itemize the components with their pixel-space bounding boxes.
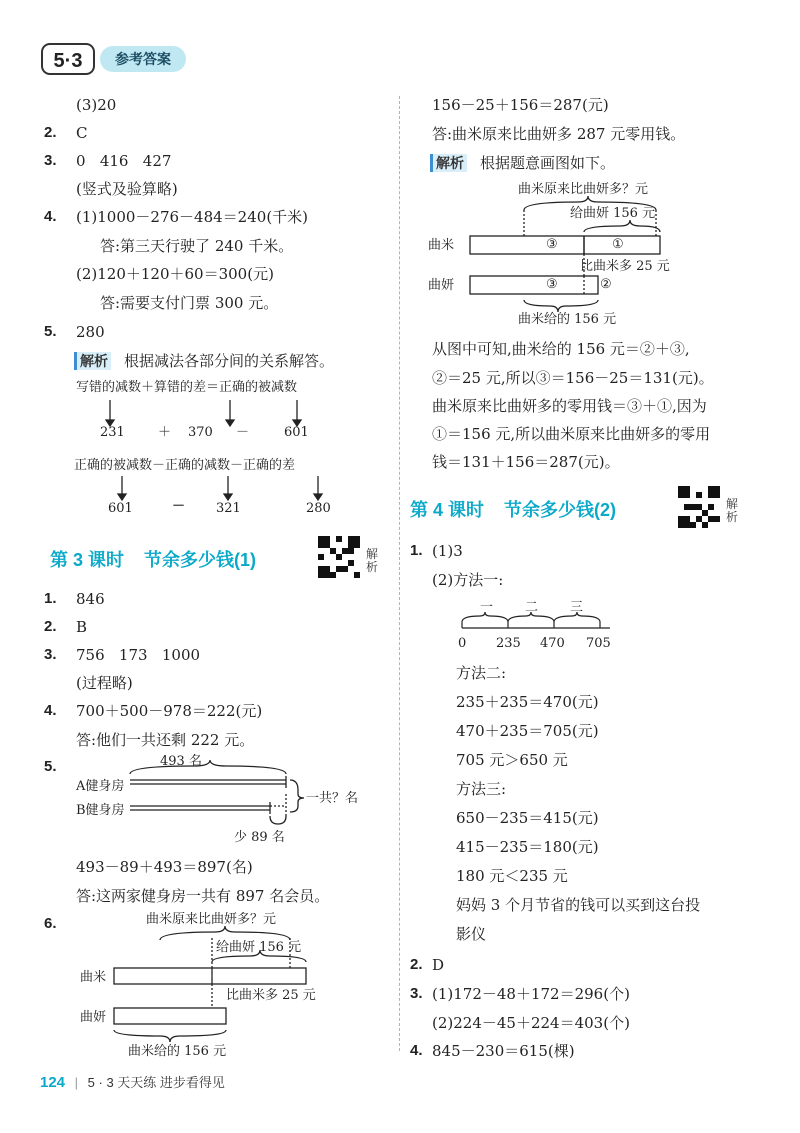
qr-code-icon[interactable] bbox=[678, 486, 720, 528]
analysis-text: 从图中可知,曲米给的 156 元＝②＋③, bbox=[432, 340, 690, 358]
qr-code-icon[interactable] bbox=[318, 536, 360, 578]
analysis-text: 根据题意画图如下。 bbox=[480, 154, 616, 172]
question-number: 4. bbox=[44, 208, 57, 225]
answer-line: 180 元＜235 元 bbox=[456, 867, 568, 885]
number-line-label: 二 bbox=[525, 600, 539, 615]
answer-line: 280 bbox=[76, 323, 105, 341]
analysis-text: ①＝156 元,所以曲米原来比曲妍多的零用 bbox=[432, 425, 711, 443]
question-number: 2. bbox=[44, 124, 57, 141]
diagram-label: 曲米给的 156 元 bbox=[128, 1044, 227, 1059]
page-number: 124 bbox=[40, 1074, 66, 1091]
answer-line: D bbox=[432, 956, 445, 974]
answer-line: 答:这两家健身房一共有 897 名会员。 bbox=[76, 887, 330, 905]
answer-line: 756 173 1000 bbox=[76, 646, 201, 664]
answer-line: (1)3 bbox=[432, 542, 463, 560]
answer-line: 答:需要支付门票 300 元。 bbox=[100, 294, 279, 312]
diagram-label: 给曲妍 156 元 bbox=[570, 206, 656, 221]
footer-text: 5 · 3 天天练 进步看得见 bbox=[87, 1075, 225, 1090]
section-title: 第 3 课时 节余多少钱(1) bbox=[50, 550, 257, 570]
question-number: 2. bbox=[44, 618, 57, 635]
diagram-label: 曲米 bbox=[80, 970, 107, 985]
analysis-tag: 解析 bbox=[430, 154, 467, 172]
answer-line: 470＋235＝705(元) bbox=[456, 722, 599, 740]
diagram-label: 曲米原来比曲妍多？元 bbox=[518, 182, 649, 197]
question-number: 3. bbox=[44, 646, 57, 663]
circled-number: ② bbox=[600, 277, 612, 292]
diagram-label: 比曲米多 25 元 bbox=[580, 259, 670, 274]
number-line-number: 0 bbox=[458, 636, 467, 651]
diagram-label: 曲妍 bbox=[428, 278, 455, 293]
answer-line: (1)1000－276－484＝240(千米) bbox=[76, 208, 309, 226]
footer-separator: | bbox=[74, 1075, 79, 1090]
answer-line: 700＋500－978＝222(元) bbox=[76, 702, 263, 720]
diagram-label: 一共？名 bbox=[306, 791, 359, 806]
question-number: 1. bbox=[410, 542, 423, 559]
analysis-text: 曲米原来比曲妍多的零用钱＝③＋①,因为 bbox=[432, 397, 707, 415]
answer-line: 235＋235＝470(元) bbox=[456, 693, 599, 711]
relation-operator: － bbox=[236, 425, 250, 440]
relation-operator: ＋ bbox=[158, 425, 172, 440]
answer-line: 415－235＝180(元) bbox=[456, 838, 599, 856]
relation-number: 321 bbox=[216, 501, 241, 516]
page-footer bbox=[40, 1072, 225, 1091]
qr-label: 解析 bbox=[726, 497, 739, 524]
column-divider bbox=[399, 96, 400, 1051]
money-segment-diagram bbox=[460, 176, 700, 332]
diagram-label: 少 89 名 bbox=[234, 830, 285, 845]
answer-line: 答:曲米原来比曲妍多 287 元零用钱。 bbox=[432, 125, 686, 143]
relation-number: 280 bbox=[306, 501, 331, 516]
question-number: 1. bbox=[44, 590, 57, 607]
logo bbox=[40, 38, 96, 78]
section-title: 第 4 课时 节余多少钱(2) bbox=[410, 500, 617, 520]
answer-line: 答:第三天行驶了 240 千米。 bbox=[100, 237, 294, 255]
diagram-label: 比曲米多 25 元 bbox=[226, 988, 316, 1003]
diagram-label: B健身房 bbox=[76, 803, 125, 818]
relation-text: 写错的减数＋算错的差＝正确的被减数 bbox=[76, 380, 298, 395]
relation-operator: － bbox=[172, 499, 186, 514]
answer-line: 方法三: bbox=[456, 780, 507, 798]
relation-text: 正确的被减数－正确的减数－正确的差 bbox=[74, 458, 296, 473]
money-segment-diagram bbox=[100, 910, 330, 1060]
answer-line: 0 416 427 bbox=[76, 152, 172, 170]
qr-label: 解析 bbox=[366, 547, 379, 574]
circled-number: ③ bbox=[546, 277, 558, 292]
diagram-label: 曲米原来比曲妍多？元 bbox=[146, 912, 277, 927]
answer-line: 方法二: bbox=[456, 664, 507, 682]
diagram-label: 曲妍 bbox=[80, 1010, 107, 1025]
question-number: 5. bbox=[44, 323, 57, 340]
analysis-text: 钱＝131＋156＝287(元)。 bbox=[432, 453, 620, 471]
answer-line: (3)20 bbox=[76, 96, 117, 114]
answer-line: (竖式及验算略) bbox=[76, 180, 178, 198]
answer-line: 妈妈 3 个月节省的钱可以买到这台投 bbox=[456, 896, 701, 914]
answer-line: C bbox=[76, 124, 88, 142]
question-number: 6. bbox=[44, 915, 57, 932]
number-line-number: 705 bbox=[586, 636, 611, 651]
relation-number: 231 bbox=[100, 425, 125, 440]
answer-line: 650－235＝415(元) bbox=[456, 809, 599, 827]
answer-line: B bbox=[76, 618, 88, 636]
diagram-label: 曲米给的 156 元 bbox=[518, 312, 617, 327]
answer-line: 846 bbox=[76, 590, 105, 608]
answer-line: (2)224－45＋224＝403(个) bbox=[432, 1014, 630, 1032]
diagram-label: 曲米 bbox=[428, 238, 455, 253]
answer-line: 493－89＋493＝897(名) bbox=[76, 858, 253, 876]
analysis-tag: 解析 bbox=[74, 352, 111, 370]
question-number: 3. bbox=[44, 152, 57, 169]
question-number: 5. bbox=[44, 758, 57, 775]
answer-line: 705 元＞650 元 bbox=[456, 751, 568, 769]
question-number: 3. bbox=[410, 985, 423, 1002]
diagram-label: 493 名 bbox=[160, 754, 202, 769]
logo-text: 5·3 bbox=[53, 50, 83, 72]
circled-number: ① bbox=[612, 237, 624, 252]
number-line-number: 470 bbox=[540, 636, 565, 651]
answer-line: (2)120＋120＋60＝300(元) bbox=[76, 265, 274, 283]
question-number: 2. bbox=[410, 956, 423, 973]
analysis-text: ②＝25 元,所以③＝156－25＝131(元)。 bbox=[432, 369, 714, 387]
diagram-label: A健身房 bbox=[76, 779, 125, 794]
question-number: 4. bbox=[410, 1042, 423, 1059]
answer-line: 答:他们一共还剩 222 元。 bbox=[76, 731, 255, 749]
relation-number: 370 bbox=[188, 425, 213, 440]
number-line bbox=[450, 600, 630, 640]
number-line-label: 一 bbox=[480, 600, 494, 615]
header-label: 参考答案 bbox=[100, 46, 186, 72]
diagram-label: 给曲妍 156 元 bbox=[216, 940, 302, 955]
answer-line: 156－25＋156＝287(元) bbox=[432, 96, 609, 114]
answer-line: (2)方法一: bbox=[432, 571, 504, 589]
number-line-number: 235 bbox=[496, 636, 521, 651]
answer-line: 影仪 bbox=[456, 925, 487, 943]
analysis-text: 根据减法各部分间的关系解答。 bbox=[124, 352, 335, 370]
answer-line: (1)172－48＋172＝296(个) bbox=[432, 985, 630, 1003]
question-number: 4. bbox=[44, 702, 57, 719]
number-line-label: 三 bbox=[570, 600, 584, 615]
relation-number: 601 bbox=[284, 425, 309, 440]
relation-number: 601 bbox=[108, 501, 133, 516]
answer-line: (过程略) bbox=[76, 674, 133, 692]
answer-line: 845－230＝615(棵) bbox=[432, 1042, 575, 1060]
circled-number: ③ bbox=[546, 237, 558, 252]
